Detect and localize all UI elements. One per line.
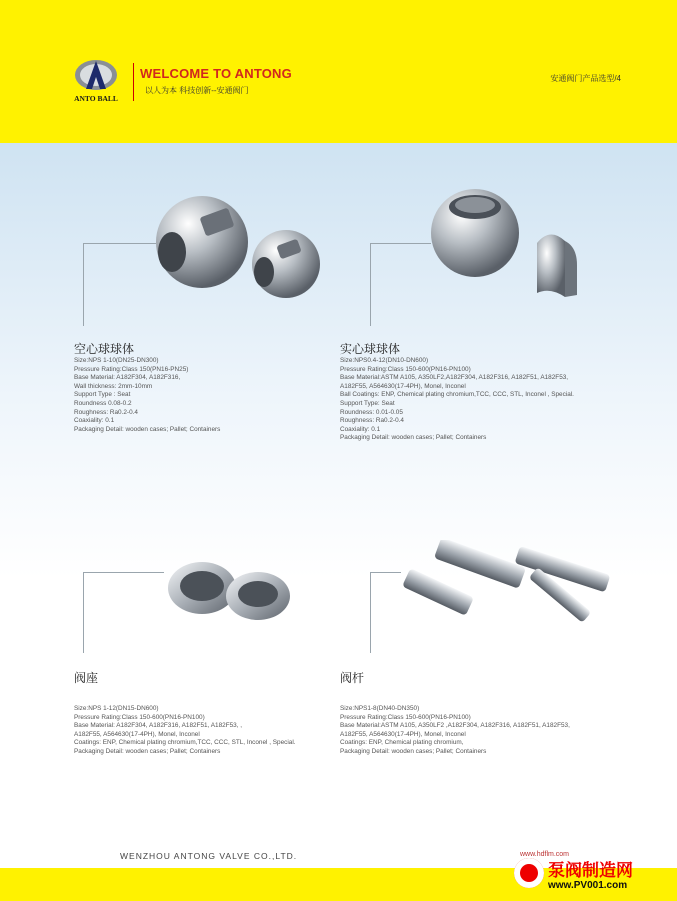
spec-line: Coaxiality: 0.1	[74, 417, 115, 425]
spec-line: Roughness: Ra0.2-0.4	[74, 408, 138, 416]
spec-line: Pressure Rating:Class 150(PN16-PN25)	[74, 365, 189, 373]
spec-line: Base Material: A182F304, A182F316, A182F51, A182F53, ,	[74, 722, 243, 730]
spec-line: A182F55, A564630(17-4PH), Monel, Inconel	[74, 730, 200, 738]
spec-line: Coatings: ENP, Chemical plating chromium,TCC, CCC, STL, Inconel , Special.	[74, 739, 296, 747]
slogan: 以人为本 科技创新--安通阀门	[145, 86, 249, 95]
spec-line: Packaging Detail: wooden cases; Pallet; Containers	[74, 425, 221, 433]
spec-line: Size:NPS 1-10(DN25-DN300)	[74, 357, 159, 364]
hollow-ball-image	[150, 190, 330, 305]
valve-stem-image	[395, 540, 620, 640]
spec-line: Pressure Rating:Class 150-600(PN16-PN100)	[74, 713, 205, 721]
spec-line: Size:NPS0.4-12(DN10-DN600)	[340, 357, 429, 364]
spec-line: Pressure Rating:Class 150-600(PN16-PN100)	[340, 713, 471, 721]
watermark	[514, 856, 664, 896]
valve-seat-image	[160, 550, 295, 630]
watermark-title: 泵阀制造网	[548, 861, 633, 880]
spec-line: Coaxiality: 0.1	[340, 425, 381, 433]
product-title-solid-ball: 实心球球体	[340, 342, 401, 356]
spec-line: Base Material:ASTM A105, A350LF2,A182F304, A182F316, A182F51, A182F53,	[340, 374, 569, 382]
spec-line: Base Material:ASTM A105, A350LF2 ,A182F304, A182F316, A182F51, A182F53,	[340, 722, 570, 730]
footer-url[interactable]: www.hdflm.com	[520, 851, 570, 858]
product-specs-valve-seat	[74, 705, 296, 757]
spec-line: Size:NPS 1-12(DN15-DN600)	[74, 705, 159, 712]
spec-line: Coatings: ENP, Chemical plating chromium,	[340, 739, 464, 747]
watermark-logo-icon	[514, 858, 544, 888]
product-specs-valve-stem	[340, 705, 570, 757]
connector-line	[83, 572, 164, 653]
product-title-valve-stem: 阀杆	[340, 671, 365, 685]
spec-line: Ball Coatings: ENP, Chemical plating chromium,TCC, CCC, STL, Inconel , Special.	[340, 391, 574, 399]
connector-line	[370, 243, 431, 326]
connector-line	[370, 572, 401, 653]
antong-logo-icon	[72, 57, 120, 93]
spec-line: Support Type: Seat	[340, 399, 395, 407]
spec-line: Packaging Detail: wooden cases; Pallet; Containers	[74, 747, 221, 755]
solid-ball-image	[425, 185, 600, 305]
spec-line: Support Type : Seat	[74, 391, 131, 399]
spec-line: A182F55, A564630(17-4PH), Monel, Inconel	[340, 730, 466, 738]
spec-line: Pressure Rating:Class 150-600(PN16-PN100)	[340, 365, 471, 373]
product-specs-hollow-ball	[74, 357, 220, 434]
logo-text: ANTO BALL	[74, 94, 118, 103]
spec-line: Size:NPS1-8(DN40-DN350)	[340, 705, 420, 712]
welcome-title: WELCOME TO ANTONG	[140, 66, 292, 81]
spec-line: Roundness: 0.01-0.05	[340, 408, 403, 416]
spec-line: Packaging Detail: wooden cases; Pallet; Containers	[340, 747, 487, 755]
spec-line: Roughness: Ra0.2-0.4	[340, 417, 404, 425]
spec-line: Roundness 0.08-0.2	[74, 399, 132, 407]
spec-line: Wall thickness: 2mm-10mm	[74, 382, 153, 390]
page-tag: 安通阀门产品选型/4	[550, 74, 621, 83]
spec-line: Base Material: A182F304, A182F316,	[74, 374, 181, 382]
spec-line: Packaging Detail: wooden cases; Pallet; Containers	[340, 434, 487, 442]
spec-line: A182F55, A564630(17-4PH), Monel, Inconel	[340, 382, 466, 390]
product-title-hollow-ball: 空心球球体	[74, 342, 135, 356]
product-specs-solid-ball	[340, 357, 574, 443]
connector-line	[83, 243, 156, 326]
logo-divider	[133, 63, 134, 101]
watermark-url: www.PV001.com	[548, 880, 628, 891]
footer-company: WENZHOU ANTONG VALVE CO.,LTD.	[120, 851, 298, 861]
product-title-valve-seat: 阀座	[74, 671, 99, 685]
